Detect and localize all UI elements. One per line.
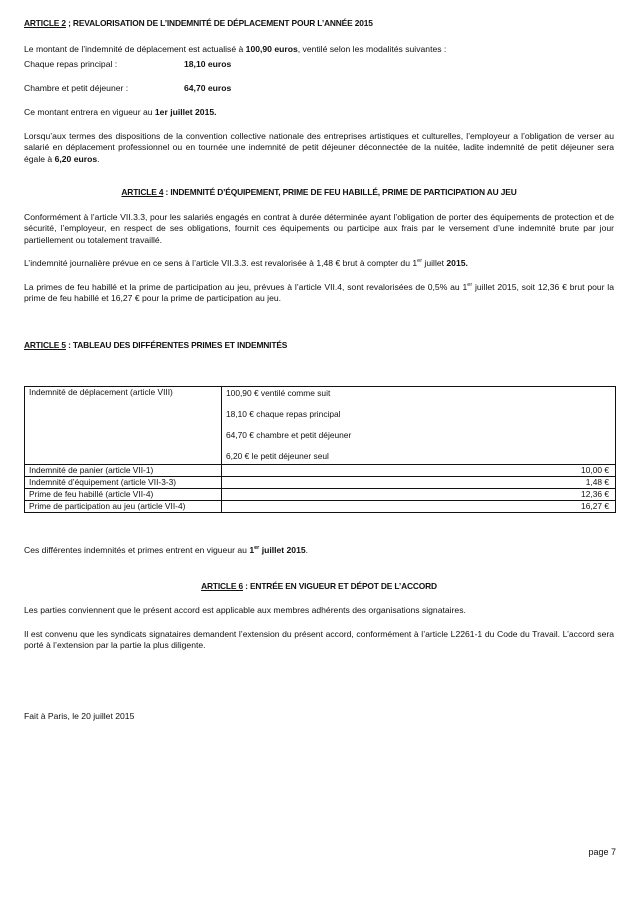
- article-4-para-3: [24, 282, 614, 305]
- article-2-effective: [24, 107, 614, 118]
- breakdown-line: 6,20 € le petit déjeuner seul: [226, 451, 329, 461]
- table-cell-value: 1,48 €: [222, 477, 616, 489]
- para-amount: 6,20 euros: [54, 153, 98, 164]
- item-room: [24, 83, 231, 94]
- article-5-title: : TABLEAU DES DIFFÉRENTES PRIMES ET INDEMNITÉS: [65, 340, 288, 350]
- article-6-title: : ENTRÉE EN VIGUEUR ET DÉPOT DE L’ACCORD: [243, 581, 437, 591]
- table-row: [25, 489, 616, 501]
- article-2-intro: [24, 44, 614, 55]
- article-6-para-2: Il est convenu que les syndicats signataires demandent l’extension du présent accord, conformément à l’article L2261-1 du Code du Travail. L’accord sera porté à l’extension par la partie la plus diligente.: [24, 629, 614, 651]
- article-5-label: ARTICLE 5: [24, 340, 66, 350]
- breakdown-line: 64,70 € chambre et petit déjeuner: [226, 430, 352, 440]
- article-2-heading: [24, 18, 614, 29]
- table-cell-breakdown: [222, 387, 616, 465]
- page-number: page 7: [588, 847, 616, 857]
- after-date: juillet 2015: [259, 545, 306, 555]
- article-2-paragraph: [24, 131, 614, 165]
- para3-sup: er: [467, 282, 473, 289]
- table-cell-label: Prime de participation au jeu (article VII-4): [25, 501, 222, 513]
- table-cell-value: 16,27 €: [222, 501, 616, 513]
- item-meal-value: 18,10 euros: [184, 59, 232, 69]
- article-2-label: ARTICLE 2: [24, 18, 66, 28]
- para3-end: juillet 2015, soit 12,36 € brut pour la prime de feu habillé et 16,27 € pour la prime de participation au jeu.: [24, 282, 614, 304]
- intro-text-end: , ventilé selon les modalités suivantes :: [297, 44, 447, 54]
- para2-sup: er: [417, 258, 423, 265]
- para2-mid: juillet: [422, 258, 447, 268]
- breakdown-line: 18,10 € chaque repas principal: [226, 409, 341, 419]
- item-room-value: 64,70 euros: [184, 83, 232, 93]
- table-row: [25, 477, 616, 489]
- after-text: Ces différentes indemnités et primes entrent en vigueur au: [24, 545, 250, 555]
- article-4-heading: [24, 187, 614, 198]
- table-row: [25, 387, 616, 465]
- signature-line: Fait à Paris, le 20 juillet 2015: [24, 711, 135, 721]
- table-cell-value: 12,36 €: [222, 489, 616, 501]
- para3-text: La primes de feu habillé et la prime de participation au jeu, prévues à l’article VII.4, sont revalorisées de 0,5% au 1: [24, 282, 468, 292]
- table-row: [25, 501, 616, 513]
- after-sup: er: [254, 545, 260, 552]
- article-4-para-2: [24, 258, 614, 269]
- table-cell-value: 10,00 €: [222, 465, 616, 477]
- para2-year: 2015.: [446, 258, 468, 268]
- table-cell-label: Indemnité de déplacement (article VIII): [25, 387, 222, 465]
- article-5-after-table: [24, 545, 614, 556]
- para-text: Lorsqu’aux termes des dispositions de la convention collective nationale des entreprises artistiques et culturelles, l’employeur a l’obligation de verser au salarié en déplacement professionnel ou en tournée une indemnité de petit déjeuner déconnectée de la nuitée, ladite indemnité de petit déjeuner sera égale à: [24, 131, 614, 164]
- after-end: .: [305, 545, 309, 555]
- article-6-heading: [24, 581, 614, 592]
- para-end: .: [97, 153, 100, 164]
- article-6-para-1: Les parties conviennent que le présent accord est applicable aux membres adhérents des organisations signataires.: [24, 605, 466, 615]
- intro-amount: 100,90 euros: [245, 44, 298, 54]
- article-6-label: ARTICLE 6: [201, 581, 243, 591]
- intro-text: Le montant de l’indemnité de déplacement est actualisé à: [24, 44, 246, 54]
- breakdown-line: 100,90 € ventilé comme suit: [226, 388, 331, 398]
- table-cell-label: Indemnité d’équipement (article VII-3-3): [25, 477, 222, 489]
- item-meal-label: Chaque repas principal :: [24, 59, 118, 69]
- table-row: [25, 465, 616, 477]
- allowances-table: [24, 386, 616, 513]
- table-cell-label: Prime de feu habillé (article VII-4): [25, 489, 222, 501]
- article-5-heading: [24, 340, 614, 351]
- article-2-title: ; REVALORISATION DE L’INDEMNITÉ DE DÉPLACEMENT POUR L’ANNÉE 2015: [65, 18, 373, 28]
- article-4-label: ARTICLE 4: [121, 187, 164, 197]
- effective-text: Ce montant entrera en vigueur au: [24, 107, 155, 117]
- article-4-para-1: Conformément à l’article VII.3.3, pour les salariés engagés en contrat à durée déterminée ayant l’obligation de porter des équipements de protection et de sécurité, l’employeur, en respect de ses obligations, fournit ces équipements ou participe aux frais par le versement d’une indemnité brute par jour partiellement ou totalement travaillé.: [24, 212, 614, 245]
- article-4-title: : INDEMNITÉ D’ÉQUIPEMENT, PRIME DE FEU HABILLÉ, PRIME DE PARTICIPATION AU JEU: [163, 187, 517, 197]
- item-meal: [24, 59, 231, 70]
- item-room-label: Chambre et petit déjeuner :: [24, 83, 129, 93]
- para2-text: L’indemnité journalière prévue en ce sens à l’article VII.3.3. est revalorisée à 1,48 € brut à compter du 1: [24, 258, 418, 268]
- effective-date: 1er juillet 2015.: [154, 107, 217, 117]
- table-cell-label: Indemnité de panier (article VII-1): [25, 465, 222, 477]
- after-num: 1: [249, 545, 255, 555]
